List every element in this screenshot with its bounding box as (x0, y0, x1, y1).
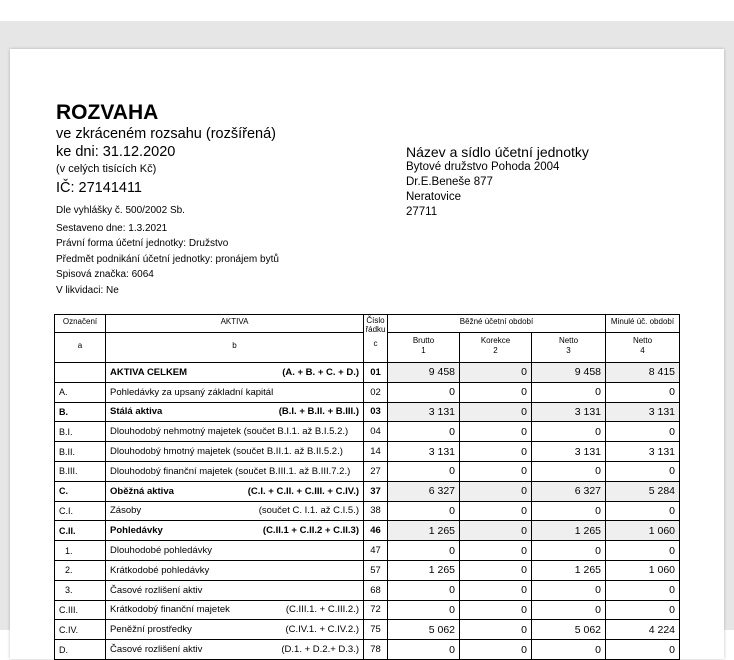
row-brutto: 0 (388, 600, 460, 620)
row-netto: 0 (532, 600, 606, 620)
row-code: B.I. (55, 422, 106, 442)
row-number: 47 (364, 541, 388, 561)
row-korekce: 0 (460, 382, 532, 402)
header-cislo-radku-text: Číslo řádku (365, 316, 386, 334)
row-label: Krátkodobé pohledávky (110, 564, 210, 576)
row-description (106, 442, 364, 462)
row-label: Dlouhodobý finanční majetek (součet B.III.1. až B.III.7.2.) (110, 465, 351, 477)
row-netto-prev: 0 (606, 640, 680, 660)
units-note: (v celých tisících Kč) (56, 163, 157, 175)
row-description (106, 560, 364, 580)
row-code: C. (55, 481, 106, 501)
row-korekce: 0 (460, 481, 532, 501)
row-netto: 1 265 (532, 560, 606, 580)
row-netto: 0 (532, 541, 606, 561)
row-brutto: 6 327 (388, 481, 460, 501)
row-netto: 1 265 (532, 521, 606, 541)
row-label: Pohledávky za upsaný základní kapitál (110, 386, 274, 398)
row-netto-prev: 0 (606, 422, 680, 442)
table-row (55, 442, 680, 462)
row-code: B. (55, 402, 106, 422)
header-minule-obdobi: Minulé úč. období (606, 315, 680, 333)
row-netto: 5 062 (532, 620, 606, 640)
table-row (55, 481, 680, 501)
document-viewer[interactable] (0, 21, 734, 656)
table-row (55, 600, 680, 620)
row-label: AKTIVA CELKEM (110, 366, 188, 378)
row-code: C.IV. (55, 620, 106, 640)
header-oznaceni: Označení (55, 315, 106, 333)
row-netto-prev: 0 (606, 600, 680, 620)
row-netto-prev: 0 (606, 501, 680, 521)
row-label: Časové rozlišení aktiv (110, 644, 203, 656)
header-netto (532, 333, 606, 363)
row-description (106, 363, 364, 383)
row-code (55, 363, 106, 383)
row-brutto: 0 (388, 501, 460, 521)
row-formula: (součet C. I.1. až C.I.5.) (258, 505, 359, 517)
row-brutto: 0 (388, 461, 460, 481)
header-korekce-num: 2 (493, 346, 498, 355)
row-korekce: 0 (460, 501, 532, 521)
row-brutto: 1 265 (388, 521, 460, 541)
row-number: 02 (364, 382, 388, 402)
balance-sheet-table (54, 314, 680, 660)
row-brutto: 5 062 (388, 620, 460, 640)
info-regulation: Dle vyhlášky č. 500/2002 Sb. (56, 205, 185, 216)
row-code: B.II. (55, 442, 106, 462)
document-title: ROZVAHA (56, 101, 159, 124)
row-number: 01 (364, 363, 388, 383)
row-number: 03 (364, 402, 388, 422)
row-number: 27 (364, 461, 388, 481)
row-korekce: 0 (460, 442, 532, 462)
header-cislo-radku (364, 315, 388, 363)
row-formula: (C.II.1 + C.II.2 + C.II.3) (262, 525, 359, 537)
row-formula: (C.IV.1. + C.IV.2.) (285, 624, 359, 636)
table-row (55, 382, 680, 402)
info-liquidation: V likvidaci: Ne (56, 285, 119, 296)
row-brutto: 0 (388, 382, 460, 402)
row-netto-prev: 8 415 (606, 363, 680, 383)
row-code: C.II. (55, 521, 106, 541)
table-row (55, 541, 680, 561)
row-description (106, 521, 364, 541)
row-korekce: 0 (460, 541, 532, 561)
row-netto: 0 (532, 640, 606, 660)
row-netto-prev: 5 284 (606, 481, 680, 501)
row-korekce: 0 (460, 580, 532, 600)
info-business: Předmět podnikání účetní jednotky: pronájem bytů (56, 254, 279, 265)
row-netto: 3 131 (532, 402, 606, 422)
company-street: Dr.E.Beneše 877 (406, 176, 493, 188)
row-netto: 0 (532, 461, 606, 481)
row-netto-prev: 3 131 (606, 402, 680, 422)
row-netto: 0 (532, 382, 606, 402)
row-label: Časové rozlišení aktiv (110, 584, 203, 596)
row-netto-prev: 0 (606, 580, 680, 600)
row-description (106, 481, 364, 501)
row-brutto: 0 (388, 640, 460, 660)
row-korekce: 0 (460, 600, 532, 620)
row-netto-prev: 1 060 (606, 560, 680, 580)
row-label: Dlouhodobý nehmotný majetek (součet B.I.1. až B.I.5.2.) (110, 426, 349, 438)
row-number: 57 (364, 560, 388, 580)
table-row (55, 422, 680, 442)
row-number: 14 (364, 442, 388, 462)
row-label: Dlouhodobý hmotný majetek (součet B.II.1. až B.II.5.2.) (110, 446, 343, 458)
table-row (55, 501, 680, 521)
table-row (55, 560, 680, 580)
row-label: Peněžní prostředky (110, 624, 192, 636)
row-netto: 0 (532, 422, 606, 442)
row-korekce: 0 (460, 363, 532, 383)
table-row (55, 461, 680, 481)
row-label: Stálá aktiva (110, 406, 163, 418)
table-header-row (55, 315, 680, 333)
header-brutto-label: Brutto (412, 336, 435, 345)
row-netto: 9 458 (532, 363, 606, 383)
row-code: 2. (55, 560, 106, 580)
header-col-c: c (373, 339, 378, 348)
row-label: Zásoby (110, 505, 142, 517)
row-code: C.I. (55, 501, 106, 521)
company-city: Neratovice (406, 191, 461, 203)
row-korekce: 0 (460, 402, 532, 422)
table-row (55, 363, 680, 383)
header-col-b: b (106, 333, 364, 363)
header-korekce-label: Korekce (480, 336, 511, 345)
row-netto: 0 (532, 501, 606, 521)
company-name: Bytové družstvo Pohoda 2004 (406, 161, 560, 173)
row-number: 75 (364, 620, 388, 640)
row-netto-prev: 0 (606, 461, 680, 481)
header-col-a: a (55, 333, 106, 363)
row-korekce: 0 (460, 461, 532, 481)
row-brutto: 1 265 (388, 560, 460, 580)
company-id: IČ: 27141411 (56, 180, 142, 196)
row-korekce: 0 (460, 640, 532, 660)
header-brutto (388, 333, 460, 363)
row-korekce: 0 (460, 521, 532, 541)
row-code: C.III. (55, 600, 106, 620)
header-netto-prev-num: 4 (640, 346, 645, 355)
row-netto-prev: 3 131 (606, 442, 680, 462)
row-formula: (A. + B. + C. + D.) (282, 366, 359, 378)
row-brutto: 3 131 (388, 402, 460, 422)
row-description (106, 640, 364, 660)
row-description (106, 402, 364, 422)
row-formula: (D.1. + D.2.+ D.3.) (281, 644, 359, 656)
header-netto-prev (606, 333, 680, 363)
row-korekce: 0 (460, 422, 532, 442)
row-description (106, 600, 364, 620)
row-description (106, 580, 364, 600)
row-brutto: 0 (388, 422, 460, 442)
row-korekce: 0 (460, 560, 532, 580)
info-compiled-date: Sestaveno dne: 1.3.2021 (56, 223, 168, 234)
row-description (106, 541, 364, 561)
row-number: 37 (364, 481, 388, 501)
row-description (106, 461, 364, 481)
row-label: Oběžná aktiva (110, 485, 174, 497)
header-aktiva: AKTIVA (106, 315, 364, 333)
row-description (106, 422, 364, 442)
row-brutto: 0 (388, 541, 460, 561)
info-legal-form: Právní forma účetní jednotky: Družstvo (56, 238, 229, 249)
row-number: 46 (364, 521, 388, 541)
balance-date: ke dni: 31.12.2020 (56, 144, 176, 160)
table-row (55, 640, 680, 660)
row-formula: (B.I. + B.II. + B.III.) (278, 406, 359, 418)
header-korekce (460, 333, 532, 363)
row-label: Krátkodobý finanční majetek (110, 604, 230, 616)
row-number: 78 (364, 640, 388, 660)
row-description (106, 382, 364, 402)
row-brutto: 9 458 (388, 363, 460, 383)
row-brutto: 3 131 (388, 442, 460, 462)
row-label: Dlouhodobé pohledávky (110, 545, 212, 557)
row-brutto: 0 (388, 580, 460, 600)
row-code: 3. (55, 580, 106, 600)
row-formula: (C.I. + C.II. + C.III. + C.IV.) (247, 485, 359, 497)
row-number: 38 (364, 501, 388, 521)
row-label: Pohledávky (110, 525, 163, 537)
company-zip: 27711 (406, 206, 438, 218)
table-row (55, 580, 680, 600)
row-code: B.III. (55, 461, 106, 481)
row-number: 04 (364, 422, 388, 442)
row-description (106, 501, 364, 521)
info-file-number: Spisová značka: 6064 (56, 269, 154, 280)
header-netto-label: Netto (558, 336, 579, 345)
document-subtitle: ve zkráceném rozsahu (rozšířená) (56, 126, 276, 142)
row-netto-prev: 0 (606, 541, 680, 561)
table-row (55, 521, 680, 541)
row-netto: 3 131 (532, 442, 606, 462)
row-netto-prev: 4 224 (606, 620, 680, 640)
row-formula: (C.III.1. + C.III.2.) (285, 604, 359, 616)
header-brutto-num: 1 (421, 346, 426, 355)
header-bezne-obdobi: Běžné účetní období (388, 315, 606, 333)
row-code: D. (55, 640, 106, 660)
header-netto-prev-label: Netto (632, 336, 653, 345)
row-netto-prev: 0 (606, 382, 680, 402)
document-page (10, 49, 724, 659)
row-netto: 6 327 (532, 481, 606, 501)
row-netto-prev: 1 060 (606, 521, 680, 541)
row-number: 68 (364, 580, 388, 600)
row-code: A. (55, 382, 106, 402)
company-label: Název a sídlo účetní jednotky (406, 144, 589, 160)
row-netto: 0 (532, 580, 606, 600)
row-code: 1. (55, 541, 106, 561)
row-korekce: 0 (460, 620, 532, 640)
table-row (55, 402, 680, 422)
header-netto-num: 3 (566, 346, 571, 355)
row-number: 72 (364, 600, 388, 620)
